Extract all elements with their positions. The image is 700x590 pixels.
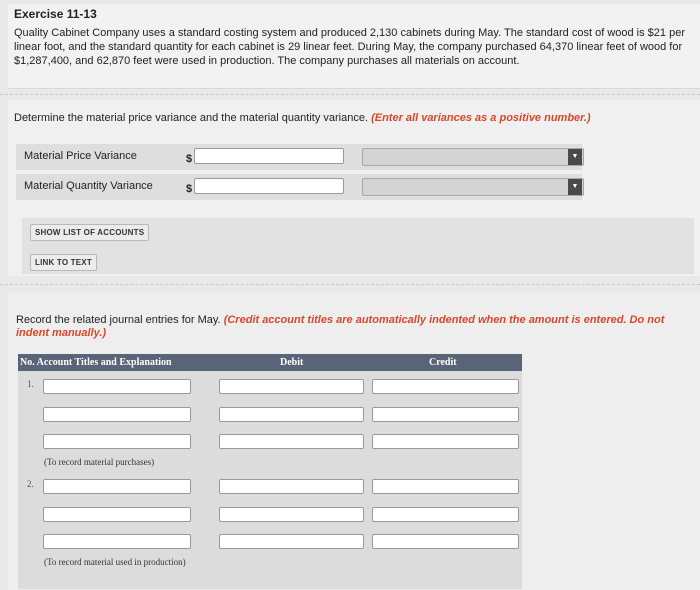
credit-input[interactable]	[372, 507, 519, 522]
material-quantity-variance-input[interactable]	[194, 178, 344, 194]
exercise-title: Exercise 11-13	[14, 7, 97, 21]
section-divider	[0, 94, 700, 95]
exercise-panel	[8, 4, 700, 89]
section-divider	[0, 284, 700, 285]
journal-instruction: (Credit account titles are automatically indented when the amount is entered. Do not indent manually.)	[16, 314, 665, 339]
column-header-credit: Credit	[429, 357, 457, 368]
journal-question-panel	[8, 292, 700, 590]
account-title-input[interactable]	[43, 507, 191, 522]
material-price-variance-select[interactable]	[362, 148, 584, 166]
material-price-variance-input[interactable]	[194, 148, 344, 164]
journal-prompt-text: Record the related journal entries for May.	[16, 314, 221, 326]
credit-input[interactable]	[372, 534, 519, 549]
debit-input[interactable]	[219, 534, 364, 549]
variance-question-panel	[8, 100, 700, 276]
credit-input[interactable]	[372, 434, 519, 449]
debit-input[interactable]	[219, 434, 364, 449]
debit-input[interactable]	[219, 507, 364, 522]
show-list-of-accounts-button[interactable]: SHOW LIST OF ACCOUNTS	[30, 224, 149, 241]
debit-input[interactable]	[219, 407, 364, 422]
account-title-input[interactable]	[43, 379, 191, 394]
material-quantity-variance-label: Material Quantity Variance	[24, 180, 153, 192]
debit-input[interactable]	[219, 479, 364, 494]
journal-entry-table	[18, 354, 522, 589]
material-quantity-variance-row	[16, 174, 582, 200]
entry-number: 1.	[27, 379, 34, 389]
account-title-input[interactable]	[43, 407, 191, 422]
material-price-variance-label: Material Price Variance	[24, 150, 137, 162]
column-header-debit: Debit	[280, 357, 304, 368]
variance-prompt-text: Determine the material price variance and the material quantity variance.	[14, 112, 369, 124]
material-quantity-variance-select[interactable]	[362, 178, 584, 196]
entry-number: 2.	[27, 479, 34, 489]
journal-question-prompt	[16, 314, 686, 340]
link-to-text-button[interactable]: LINK TO TEXT	[30, 254, 97, 271]
variance-question-prompt	[14, 112, 591, 124]
debit-input[interactable]	[219, 379, 364, 394]
credit-input[interactable]	[372, 479, 519, 494]
variance-instruction: (Enter all variances as a positive number.)	[371, 112, 591, 124]
chevron-down-icon[interactable]: ▼	[568, 149, 582, 165]
credit-input[interactable]	[372, 407, 519, 422]
variance-actions	[22, 218, 694, 274]
chevron-down-icon[interactable]: ▼	[568, 179, 582, 195]
journal-table-header	[18, 354, 522, 371]
dollar-sign: $	[186, 183, 193, 195]
material-price-variance-row	[16, 144, 582, 170]
column-header-account: No. Account Titles and Explanation	[20, 357, 172, 368]
account-title-input[interactable]	[43, 534, 191, 549]
exercise-description: Quality Cabinet Company uses a standard costing system and produced 2,130 cabinets during May. The standard cost of wood is $21 per linear foot, and the standard quantity for each cabinet is 29 linear feet. During May, the company purchased 64,370 linear feet of wood for $1,287,400, and 62,870 feet were used in production. The company purchases all materials on account.	[14, 27, 685, 67]
credit-input[interactable]	[372, 379, 519, 394]
entry-explanation: (To record material purchases)	[44, 457, 155, 467]
journal-table-body	[18, 371, 522, 589]
account-title-input[interactable]	[43, 479, 191, 494]
entry-explanation: (To record material used in production)	[44, 557, 186, 567]
account-title-input[interactable]	[43, 434, 191, 449]
dollar-sign: $	[186, 153, 193, 165]
